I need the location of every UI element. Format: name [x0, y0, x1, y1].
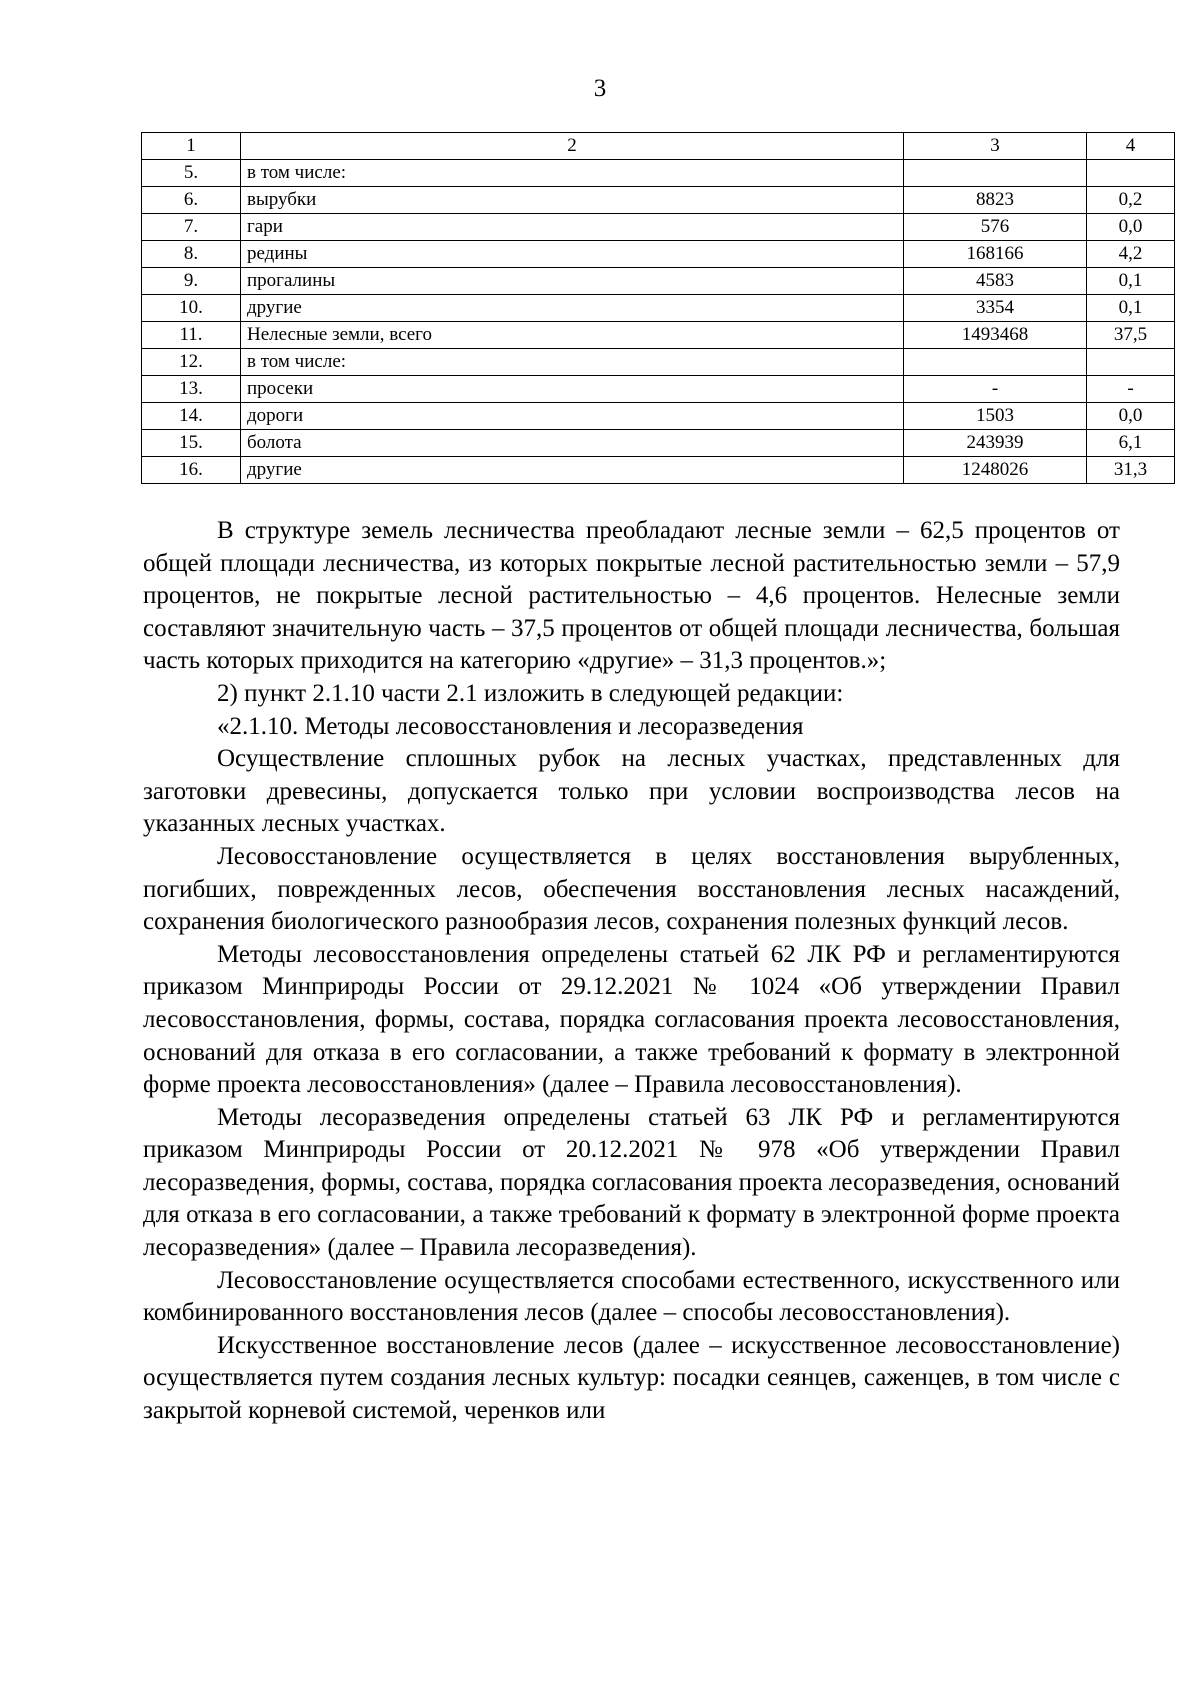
- row-name-cell: болота: [241, 430, 904, 457]
- row-number-cell: 5.: [142, 160, 241, 187]
- row-area-cell: 243939: [904, 430, 1087, 457]
- row-name-cell: другие: [241, 295, 904, 322]
- row-percent-cell: 37,5: [1087, 322, 1175, 349]
- row-percent-cell: [1087, 349, 1175, 376]
- row-number-cell: 8.: [142, 241, 241, 268]
- table-row: [142, 403, 1175, 430]
- row-number-cell: 16.: [142, 457, 241, 484]
- row-number-cell: 15.: [142, 430, 241, 457]
- row-name-cell: в том числе:: [241, 160, 904, 187]
- row-percent-cell: 0,0: [1087, 403, 1175, 430]
- row-name-cell: гари: [241, 214, 904, 241]
- row-number-cell: 11.: [142, 322, 241, 349]
- row-area-cell: 4583: [904, 268, 1087, 295]
- row-number-cell: 6.: [142, 187, 241, 214]
- paragraph: В структуре земель лесничества преобладают лесные земли – 62,5 процентов от общей площади лесничества, из которых покрытые лесной растительностью земли – 57,9 процентов, не покрытые лесной растительностью – 4,6 процентов. Нелесные земли составляют значительную часть – 37,5 процентов от общей площади лесничества, большая часть которых приходится на категорию «другие» – 31,3 процентов.»;: [143, 517, 1120, 675]
- row-area-cell: 1503: [904, 403, 1087, 430]
- table-row: [142, 214, 1175, 241]
- table-row: [142, 430, 1175, 457]
- row-percent-cell: 0,2: [1087, 187, 1175, 214]
- row-percent-cell: 4,2: [1087, 241, 1175, 268]
- row-number-cell: 7.: [142, 214, 241, 241]
- header-col-3: 3: [904, 133, 1087, 160]
- row-name-cell: другие: [241, 457, 904, 484]
- table-row: [142, 241, 1175, 268]
- paragraph: Методы лесоразведения определены статьей 63 ЛК РФ и регламентируются приказом Минприроды России от 20.12.2021 № 978 «Об утверждении Правил лесоразведения, формы, состава, порядка согласования проекта лесоразведения, оснований для отказа в его согласовании, а также требований к формату в электронной форме проекта лесоразведения» (далее – Правила лесоразведения).: [143, 1103, 1120, 1262]
- row-percent-cell: 0,1: [1087, 295, 1175, 322]
- row-name-cell: прогалины: [241, 268, 904, 295]
- table-header-row: [142, 133, 1175, 160]
- table-row: [142, 349, 1175, 376]
- row-percent-cell: 6,1: [1087, 430, 1175, 457]
- row-area-cell: [904, 349, 1087, 376]
- row-area-cell: 1493468: [904, 322, 1087, 349]
- land-structure-table: [141, 132, 1175, 484]
- row-name-cell: дороги: [241, 403, 904, 430]
- row-area-cell: 3354: [904, 295, 1087, 322]
- row-area-cell: -: [904, 376, 1087, 403]
- row-name-cell: в том числе:: [241, 349, 904, 376]
- paragraph: Осуществление сплошных рубок на лесных участках, представленных для заготовки древесины, допускается только при условии воспроизводства лесов на указанных лесных участках.: [143, 745, 1120, 838]
- header-col-1: 1: [142, 133, 241, 160]
- row-percent-cell: [1087, 160, 1175, 187]
- row-percent-cell: -: [1087, 376, 1175, 403]
- table-row: [142, 322, 1175, 349]
- table-row: [142, 160, 1175, 187]
- paragraph: Методы лесовосстановления определены статьей 62 ЛК РФ и регламентируются приказом Минприроды России от 29.12.2021 № 1024 «Об утверждении Правил лесовосстановления, формы, состава, порядка согласования проекта лесовосстановления, оснований для отказа в его согласовании, а также требований к формату в электронной форме проекта лесовосстановления» (далее – Правила лесовосстановления).: [143, 940, 1120, 1099]
- header-col-4: 4: [1087, 133, 1175, 160]
- row-number-cell: 10.: [142, 295, 241, 322]
- header-col-2: 2: [241, 133, 904, 160]
- row-area-cell: 8823: [904, 187, 1087, 214]
- table-row: [142, 295, 1175, 322]
- row-name-cell: Нелесные земли, всего: [241, 322, 904, 349]
- row-area-cell: 576: [904, 214, 1087, 241]
- paragraph: Искусственное восстановление лесов (далее – искусственное лесовосстановление) осуществляется путем создания лесных культур: посадки сеянцев, саженцев, в том числе с закрытой корневой системой, черенков или: [143, 1331, 1120, 1425]
- table-row: [142, 187, 1175, 214]
- table-body: [142, 160, 1175, 484]
- row-name-cell: вырубки: [241, 187, 904, 214]
- paragraph: 2) пункт 2.1.10 части 2.1 изложить в следующей редакции:: [217, 679, 844, 707]
- paragraph: «2.1.10. Методы лесовосстановления и лесоразведения: [217, 712, 804, 740]
- row-area-cell: 168166: [904, 241, 1087, 268]
- row-percent-cell: 31,3: [1087, 457, 1175, 484]
- document-body: [143, 515, 1120, 1428]
- table-row: [142, 457, 1175, 484]
- table-row: [142, 376, 1175, 403]
- row-name-cell: просеки: [241, 376, 904, 403]
- page-number: 3: [593, 75, 607, 102]
- row-percent-cell: 0,0: [1087, 214, 1175, 241]
- paragraph: Лесовосстановление осуществляется в целях восстановления вырубленных, погибших, поврежденных лесов, обеспечения восстановления лесных насаждений, сохранения биологического разнообразия лесов, сохранения полезных функций лесов.: [143, 842, 1120, 936]
- row-name-cell: редины: [241, 241, 904, 268]
- row-number-cell: 14.: [142, 403, 241, 430]
- row-number-cell: 13.: [142, 376, 241, 403]
- table-row: [142, 268, 1175, 295]
- paragraph: Лесовосстановление осуществляется способами естественного, искусственного или комбинированного восстановления лесов (далее – способы лесовосстановления).: [143, 1266, 1120, 1327]
- row-percent-cell: 0,1: [1087, 268, 1175, 295]
- row-area-cell: 1248026: [904, 457, 1087, 484]
- row-number-cell: 12.: [142, 349, 241, 376]
- row-number-cell: 9.: [142, 268, 241, 295]
- row-area-cell: [904, 160, 1087, 187]
